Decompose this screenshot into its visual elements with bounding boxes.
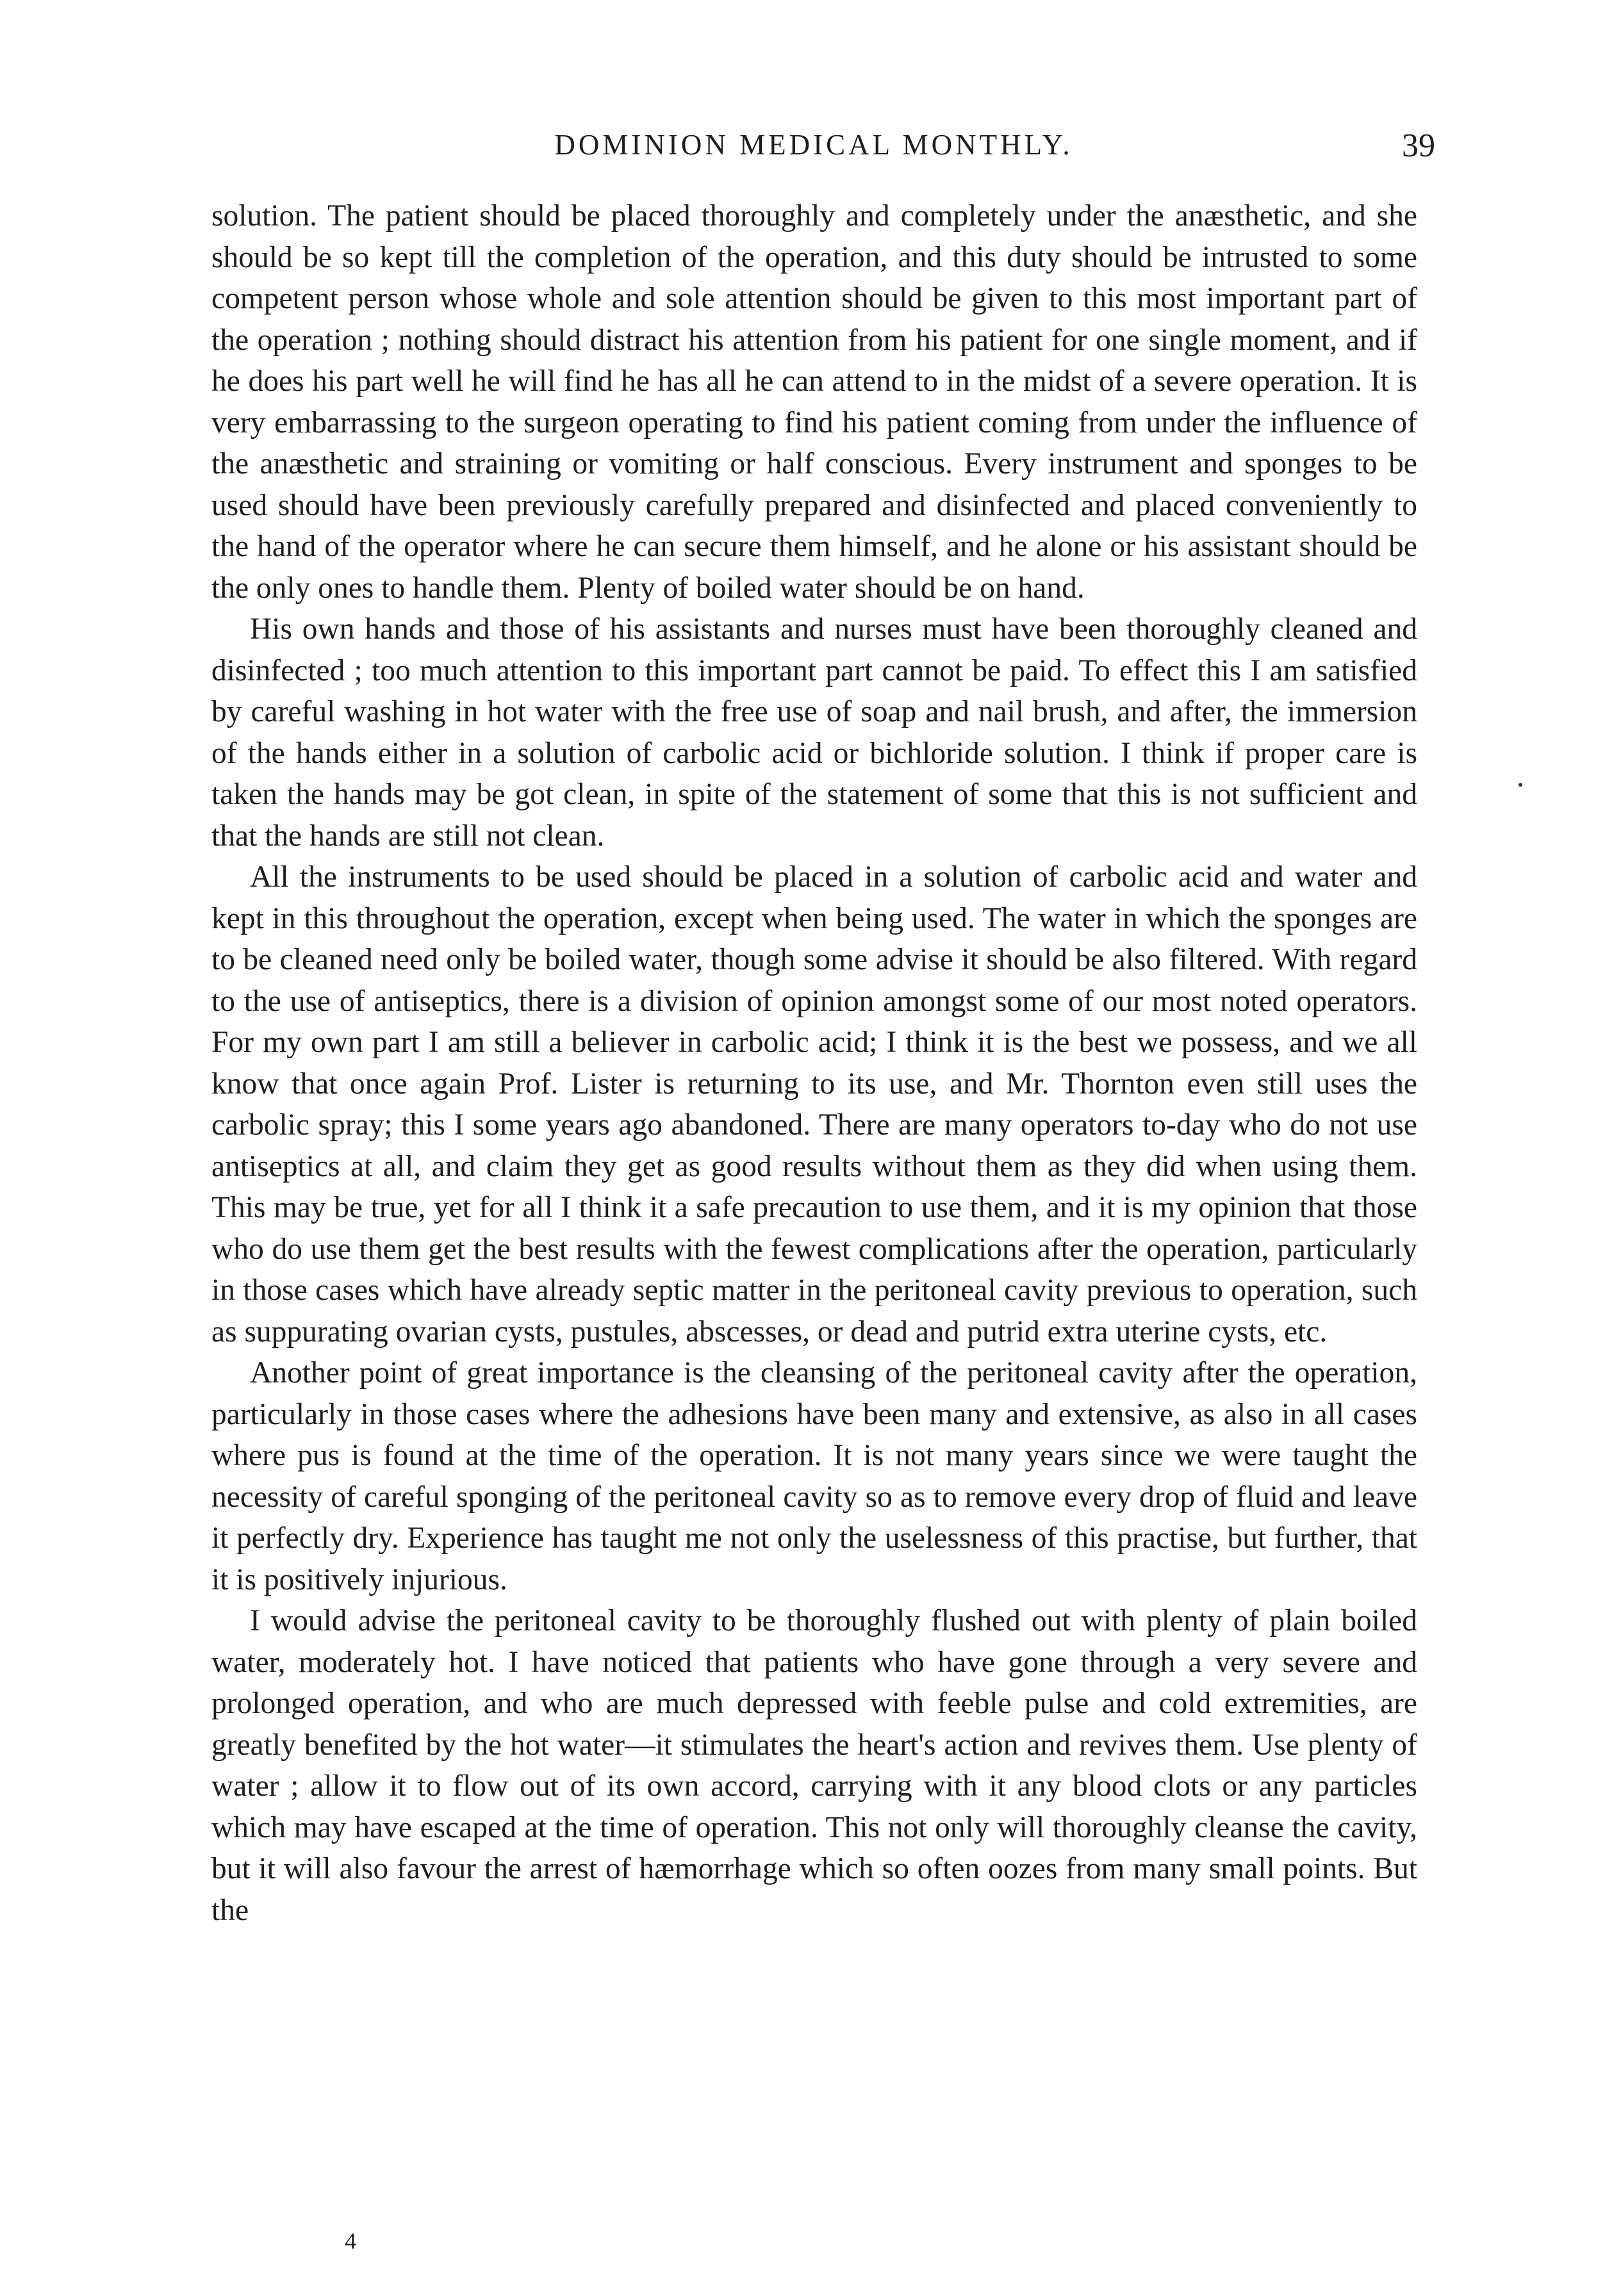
paragraph-peritoneal-cleansing: Another point of great importance is the cleansing of the peritoneal cavity after the operation, particularly in those cases where the adhesions have been many and extensive, as also in all cases where pus is found at the time of the operation. It is not many years since we were taught the necessity of careful sponging of the peritoneal cavity so as to remove every drop of fluid and leave it perfectly dry. Experience has taught me not only the uselessness of this practise, but further, that it is positively injurious. [211, 1356, 1417, 1596]
paragraph-hand-disinfection: His own hands and those of his assistants and nurses must have been thoroughly cleaned and disinfected ; too much attention to this important part cannot be paid. To effect this I am satisfied by careful washing in hot water with the free use of soap and nail brush, and after, the immersion of the hands either in a solution of carbolic acid or bichloride solution. I think if proper care is taken the hands may be got clean, in spite of the statement of some that this is not sufficient and that the hands are still not clean. [211, 612, 1417, 853]
paragraph-flushing-advice: I would advise the peritoneal cavity to be thoroughly flushed out with plenty of plain boiled water, moderately hot. I have noticed that patients who have gone through a very severe and prolonged operation, and who are much depressed with feeble pulse and cold extremities, are greatly benefited by the hot water—it stimulates the heart's action and revives them. Use plenty of water ; allow it to flow out of its own accord, carrying with it any blood clots or any particles which may have escaped at the time of operation. This not only will thoroughly cleanse the cavity, but it will also favour the arrest of hæmorrhage which so often oozes from many small points. But the [211, 1604, 1417, 1927]
journal-title: DOMINION MEDICAL MONTHLY. [554, 129, 1073, 161]
paragraph-anaesthetic: solution. The patient should be placed thoroughly and completely under the anæsthetic, and she should be so kept till the completion of the operation, and this duty should be intrusted to some competent person whose whole and sole attention should be given to this most important part of the operation ; nothing should distract his attention from his patient for one single moment, and if he does his part well he will find he has all he can attend to in the midst of a severe operation. It is very embarrassing to the surgeon operating to find his patient coming from under the influence of the anæsthetic and straining or vomiting or half conscious. Every instrument and sponges to be used should have been previously carefully prepared and disinfected and placed conveniently to the hand of the operator where he can secure them himself, and he alone or his assistant should be the only ones to handle them. Plenty of boiled water should be on hand. [211, 199, 1417, 605]
page-number: 39 [1402, 127, 1435, 164]
signature-mark: 4 [345, 2228, 356, 2254]
margin-speck [1519, 783, 1522, 787]
running-head [211, 126, 1435, 177]
paragraph-instruments-antiseptics: All the instruments to be used should be placed in a solution of carbolic acid and water and kept in this throughout the operation, except when being used. The water in which the sponges are to be cleaned need only be boiled water, though some advise it should be also filtered. With regard to the use of antiseptics, there is a division of opinion amongst some of our most noted operators. For my own part I am still a believer in carbolic acid; I think it is the best we possess, and we all know that once again Prof. Lister is returning to its use, and Mr. Thornton even still uses the carbolic spray; this I some years ago abandoned. There are many operators to-day who do not use antiseptics at all, and claim they get as good results without them as they did when using them. This may be true, yet for all I think it a safe precaution to use them, and it is my opinion that those who do use them get the best results with the fewest complications after the operation, particularly in those cases which have already septic matter in the peritoneal cavity previous to operation, such as suppurating ovarian cysts, pustules, abscesses, or dead and putrid extra uterine cysts, etc. [211, 860, 1417, 1349]
body-text [211, 195, 1417, 1931]
